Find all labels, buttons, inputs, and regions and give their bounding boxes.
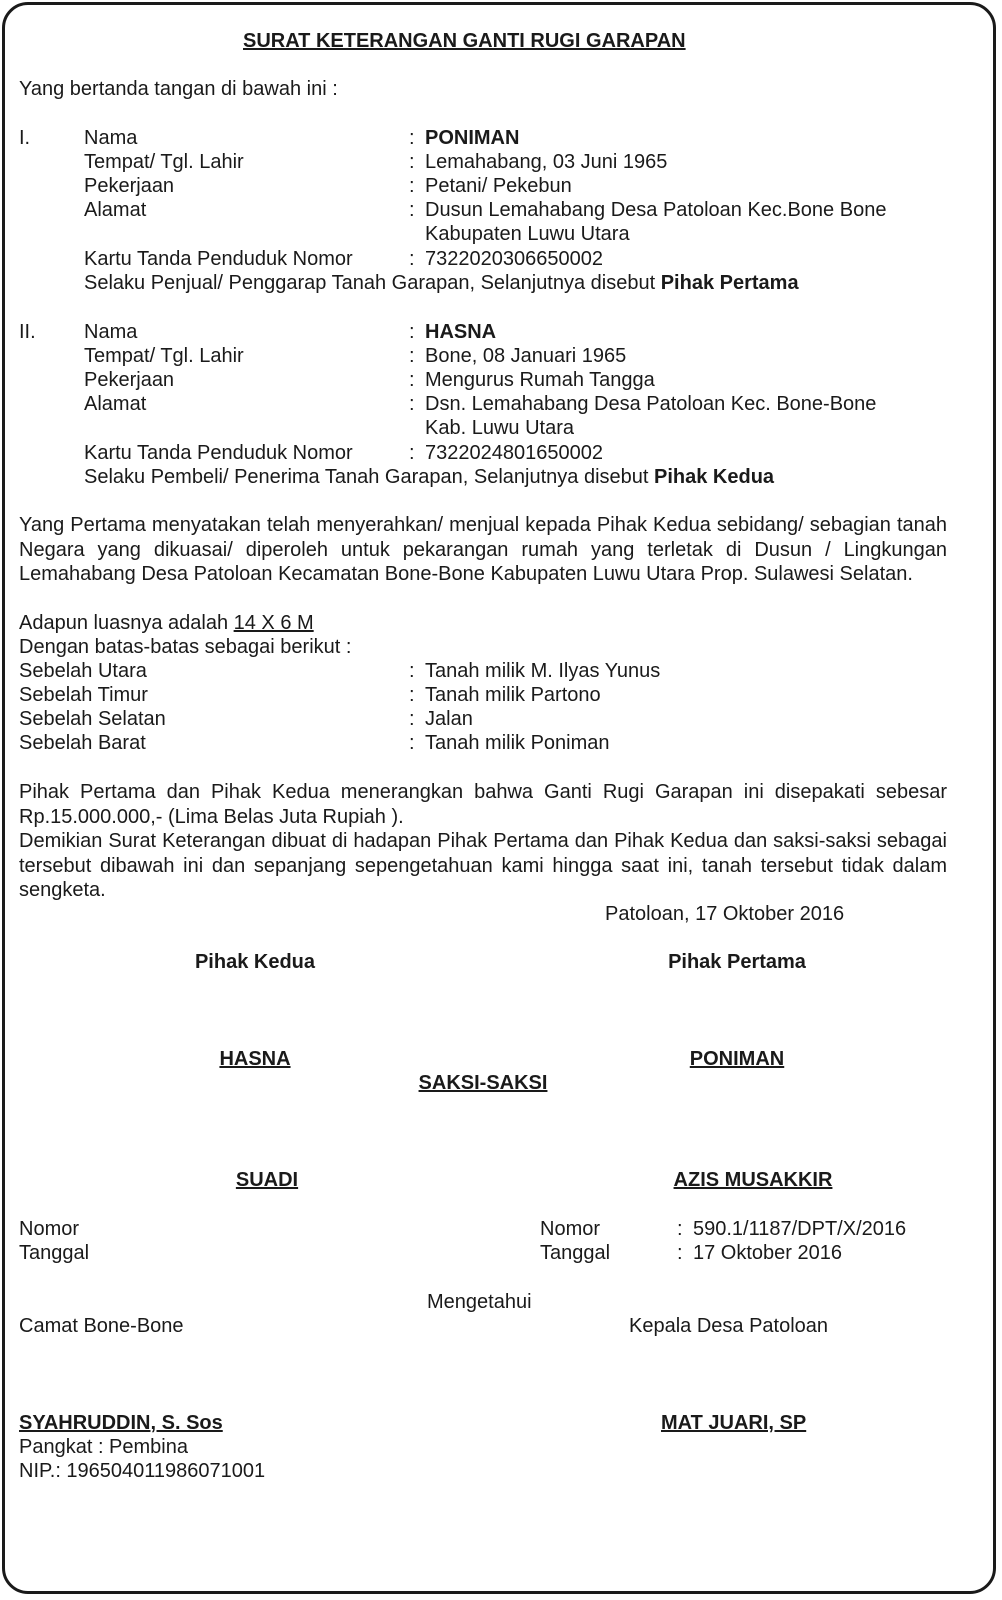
desa-tanggal-value: 17 Oktober 2016: [693, 1242, 842, 1264]
party-two-alamat-line2: Kab. Luwu Utara: [425, 417, 574, 439]
party-one-pekerjaan: Petani/ Pekebun: [425, 175, 572, 197]
party-two-role-bold: Pihak Kedua: [654, 466, 775, 488]
intro-text: Yang bertanda tangan di bawah ini :: [19, 78, 338, 100]
pihak-pertama-label: Pihak Pertama: [668, 951, 806, 973]
ktp-label: Kartu Tanda Penduduk Nomor: [84, 248, 353, 270]
pekerjaan-label: Pekerjaan: [84, 175, 175, 197]
pekerjaan-label: Pekerjaan: [84, 369, 175, 391]
boundary-side: Sebelah Selatan: [19, 708, 166, 730]
desa-tanggal-label: Tanggal: [540, 1242, 611, 1264]
camat-title: Camat Bone-Bone: [19, 1315, 184, 1337]
colon: :: [409, 732, 415, 754]
party-two-alamat-line1: Dsn. Lemahabang Desa Patoloan Kec. Bone-Bone: [425, 393, 877, 415]
party-one-alamat-line2: Kabupaten Luwu Utara: [425, 223, 630, 245]
party-one-name: PONIMAN: [425, 127, 520, 149]
closing-paragraph: Demikian Surat Keterangan dibuat di hadapan Pihak Pertama dan Pihak Kedua dan saksi-saksi sebagai tersebut dibawah ini dan sepanjang sepengetahuan kami hingga saat ini, tanah tersebut tidak dalam sengketa.: [19, 830, 947, 901]
party-two-role-text: Selaku Pembeli/ Penerima Tanah Garapan, Selanjutnya disebut: [84, 466, 654, 488]
party-one-numeral: I.: [19, 127, 31, 149]
boundary-value: Jalan: [425, 708, 473, 730]
colon: :: [409, 151, 415, 173]
area-line: [19, 611, 314, 635]
ktp-label: Kartu Tanda Penduduk Nomor: [84, 442, 353, 464]
camat-pangkat: Pangkat : Pembina: [19, 1436, 188, 1458]
party-two-name: HASNA: [425, 321, 497, 343]
ttl-label: Tempat/ Tgl. Lahir: [84, 345, 244, 367]
area-label: Adapun luasnya adalah: [19, 612, 234, 634]
mengetahui-label: Mengetahui: [427, 1291, 532, 1313]
party-one-ktp: 7322020306650002: [425, 248, 603, 270]
party-one-role: [84, 271, 799, 295]
agreement-paragraph: Pihak Pertama dan Pihak Kedua menerangkan bahwa Ganti Rugi Garapan ini disepakati sebesar Rp.15.000.000,- (Lima Belas Juta Rupiah ).: [19, 781, 947, 828]
party-two-ktp: 7322024801650002: [425, 442, 603, 464]
party-one-role-text: Selaku Penjual/ Penggarap Tanah Garapan, Selanjutnya disebut: [84, 272, 661, 294]
colon: :: [409, 369, 415, 391]
colon: :: [409, 175, 415, 197]
pihak-kedua-name: HASNA: [219, 1048, 291, 1070]
boundary-side: Sebelah Barat: [19, 732, 146, 754]
colon: :: [409, 684, 415, 706]
camat-nip: NIP.: 196504011986071001: [19, 1460, 266, 1482]
colon: :: [409, 127, 415, 149]
alamat-label: Alamat: [84, 199, 147, 221]
boundary-value: Tanah milik M. Ilyas Yunus: [425, 660, 661, 682]
boundaries-intro: Dengan batas-batas sebagai berikut :: [19, 636, 352, 658]
place-date: Patoloan, 17 Oktober 2016: [605, 903, 845, 925]
boundary-side: Sebelah Utara: [19, 660, 147, 682]
alamat-label: Alamat: [84, 393, 147, 415]
saksi-one-name: SUADI: [235, 1169, 299, 1191]
document-title: SURAT KETERANGAN GANTI RUGI GARAPAN: [243, 30, 686, 52]
colon: :: [409, 248, 415, 270]
nama-label: Nama: [84, 127, 138, 149]
colon: :: [409, 321, 415, 343]
camat-name: SYAHRUDDIN, S. Sos: [19, 1412, 223, 1434]
party-one-alamat-line1: Dusun Lemahabang Desa Patoloan Kec.Bone Bone: [425, 199, 887, 221]
colon: :: [409, 660, 415, 682]
boundary-side: Sebelah Timur: [19, 684, 148, 706]
pihak-pertama-name: PONIMAN: [689, 1048, 785, 1070]
party-one-ttl: Lemahabang, 03 Juni 1965: [425, 151, 668, 173]
colon: :: [409, 708, 415, 730]
camat-nomor-label: Nomor: [19, 1218, 80, 1240]
boundary-value: Tanah milik Partono: [425, 684, 601, 706]
saksi-two-name: AZIS MUSAKKIR: [673, 1169, 833, 1191]
colon: :: [677, 1218, 683, 1240]
kades-title: Kepala Desa Patoloan: [629, 1315, 829, 1337]
party-two-ttl: Bone, 08 Januari 1965: [425, 345, 627, 367]
colon: :: [409, 393, 415, 415]
party-two-pekerjaan: Mengurus Rumah Tangga: [425, 369, 655, 391]
colon: :: [677, 1242, 683, 1264]
pihak-kedua-label: Pihak Kedua: [194, 951, 316, 973]
colon: :: [409, 442, 415, 464]
desa-nomor-label: Nomor: [540, 1218, 601, 1240]
party-one-role-bold: Pihak Pertama: [660, 272, 799, 294]
camat-tanggal-label: Tanggal: [19, 1242, 90, 1264]
nama-label: Nama: [84, 321, 138, 343]
party-two-role: [84, 465, 774, 489]
ttl-label: Tempat/ Tgl. Lahir: [84, 151, 244, 173]
colon: :: [409, 345, 415, 367]
statement-paragraph: Yang Pertama menyatakan telah menyerahkan/ menjual kepada Pihak Kedua sebidang/ sebagian tanah Negara yang dikuasai/ diperoleh untuk pekarangan rumah yang terletak di Dusun / Lingkungan Lemahabang Desa Patoloan Kecamatan Bone-Bone Kabupaten Luwu Utara Prop. Sulawesi Selatan.: [19, 514, 947, 585]
saksi-label: SAKSI-SAKSI: [418, 1072, 548, 1094]
boundary-value: Tanah milik Poniman: [425, 732, 610, 754]
area-value: 14 X 6 M: [233, 612, 314, 634]
kades-name: MAT JUARI, SP: [661, 1412, 807, 1434]
colon: :: [409, 199, 415, 221]
desa-nomor-value: 590.1/1187/DPT/X/2016: [693, 1218, 907, 1240]
party-two-numeral: II.: [19, 321, 36, 343]
